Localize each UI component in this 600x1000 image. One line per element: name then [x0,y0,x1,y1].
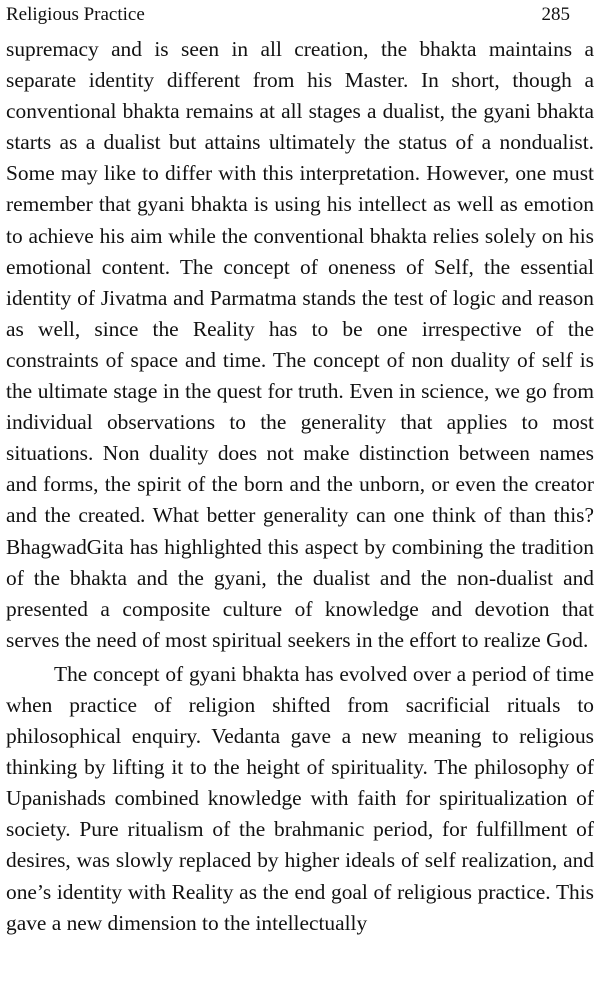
page-number: 285 [541,4,570,25]
running-title: Religious Practice [6,4,145,25]
paragraph-continued: supremacy and is seen in all creation, the bhakta maintains a separate identity different from his Master. In short, though a conventional bhakta remains at all stages a dualist, the gyani bhakta starts as a dualist but attains ultimately the status of a nondualist. Some may like to differ with this interpretation. However, one must remember that gyani bhakta is using his intellect as well as emotion to achieve his aim while the conventional bhakta relies solely on his emotional content. The concept of oneness of Self, the essential identity of Jivatma and Parmatma stands the test of logic and reason as well, since the Reality has to be one irrespective of the constraints of space and time. The concept of non duality of self is the ultimate stage in the quest for truth. Even in science, we go from individual observations to the generality that applies to most situations. Non duality does not make distinction between names and forms, the spirit of the born and the unborn, or even the creator and the created. What better generality can one think of than this? BhagwadGita has highlighted this aspect by combining the tradition of the bhakta and the gyani, the dualist and the non-dualist and presented a composite culture of knowledge and devotion that serves the need of most spiritual seekers in the effort to realize God. [6,37,594,652]
paragraph-gyani-bhakta: The concept of gyani bhakta has evolved over a period of time when practice of religion shifted from sacrificial rituals to philosophical enquiry. Vedanta gave a new meaning to religious thinking by lifting it to the height of spirituality. The philosophy of Upanishads combined knowledge with faith for spiritualization of society. Pure ritualism of the brahmanic period, for fulfillment of desires, was slowly replaced by higher ideals of self realization, and one’s identity with Reality as the end goal of religious practice. This gave a new dimension to the intellectually [6,661,594,935]
body-text [6,34,594,939]
running-head [6,0,594,34]
